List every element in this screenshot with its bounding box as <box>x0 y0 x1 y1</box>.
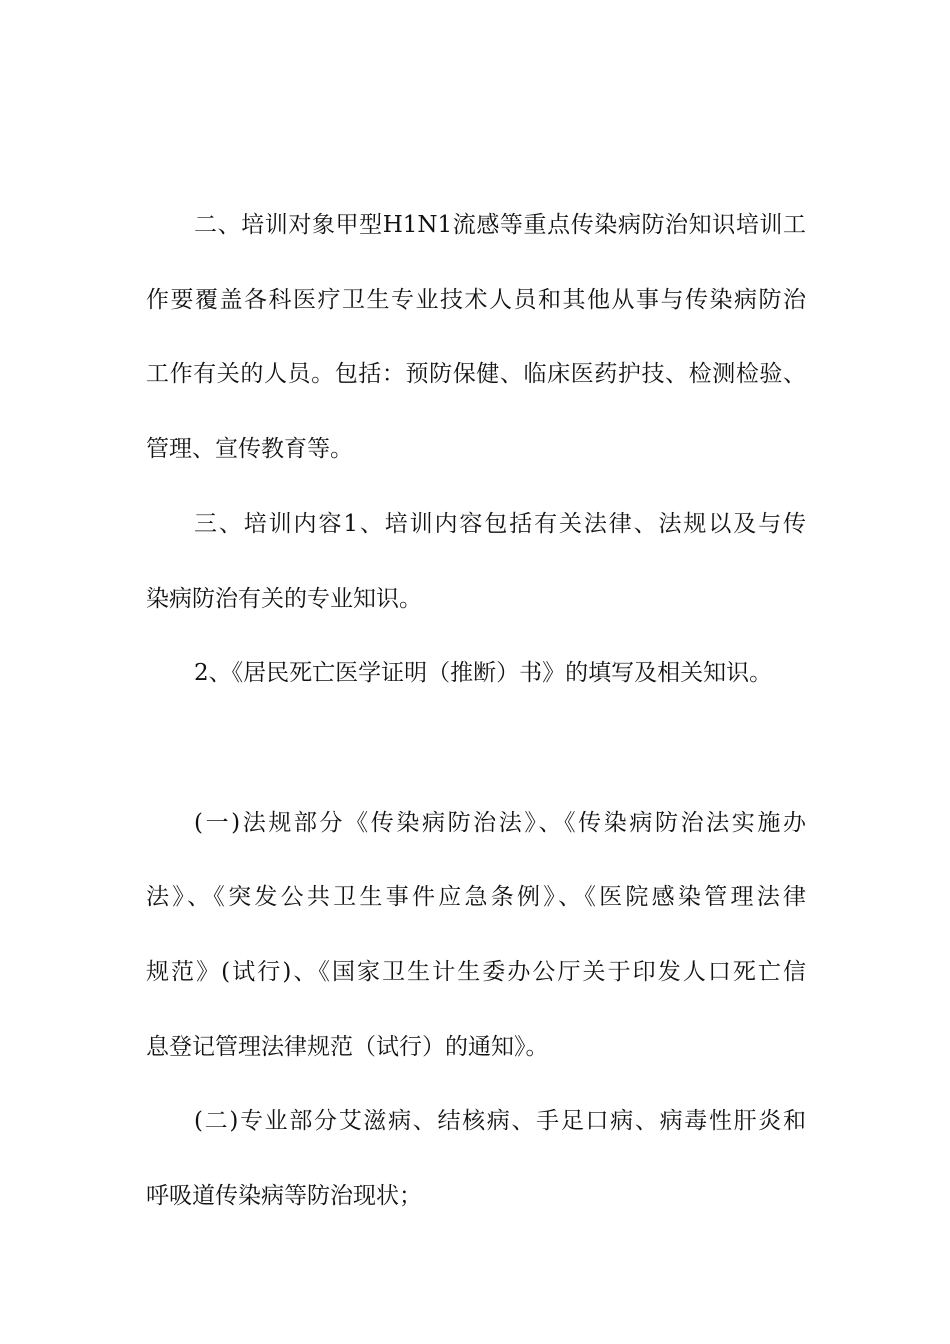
paragraph-line: (二)专业部分艾滋病、结核病、手足口病、病毒性肝炎和 <box>194 1108 806 1134</box>
paragraph-line: 2、《居民死亡医学证明（推断）书》的填写及相关知识。 <box>194 660 773 686</box>
paragraph-line: 息登记管理法律规范（试行）的通知》。 <box>146 1034 549 1060</box>
paragraph-line: 染病防治有关的专业知识。 <box>146 586 422 612</box>
paragraph-line: 管理、宣传教育等。 <box>146 436 353 462</box>
paragraph-line: 二、培训对象甲型H1N1流感等重点传染病防治知识培训工 <box>194 212 806 238</box>
paragraph-line: 规范》(试行)、《国家卫生计生委办公厅关于印发人口死亡信 <box>146 959 806 985</box>
paragraph-line: 工作有关的人员。包括：预防保健、临床医药护技、检测检验、 <box>146 361 806 387</box>
paragraph-line: 呼吸道传染病等防治现状； <box>146 1183 422 1209</box>
paragraph-line: 三、培训内容1、培训内容包括有关法律、法规以及与传 <box>194 511 806 537</box>
paragraph-line: (一)法规部分《传染病防治法》、《传染病防治法实施办 <box>194 810 806 836</box>
paragraph-line: 作要覆盖各科医疗卫生专业技术人员和其他从事与传染病防治 <box>146 287 806 313</box>
paragraph-line: 法》、《突发公共卫生事件应急条例》、《医院感染管理法律 <box>146 884 806 910</box>
